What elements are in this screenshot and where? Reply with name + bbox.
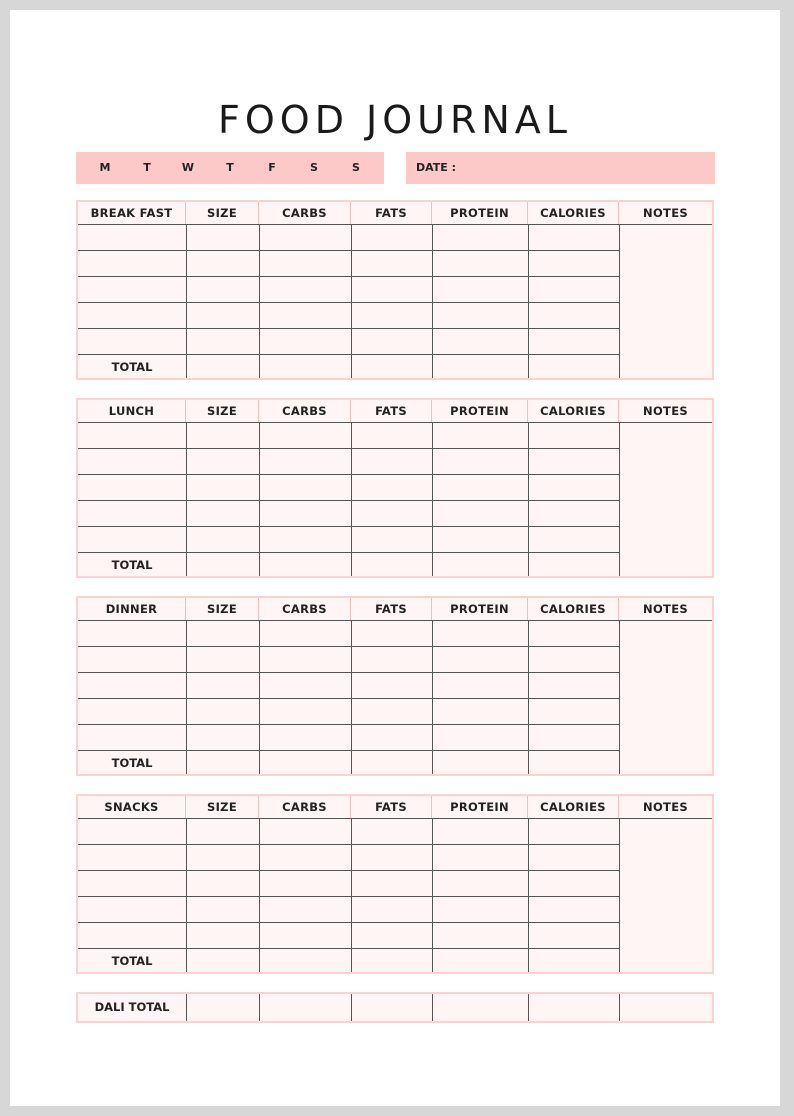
column-line	[619, 224, 620, 378]
row-line	[78, 870, 619, 871]
total-label: TOTAL	[111, 756, 153, 770]
row-line	[619, 818, 712, 819]
column-line	[351, 620, 352, 774]
column-line	[619, 422, 620, 576]
column-line	[259, 224, 260, 378]
row-line	[78, 620, 619, 621]
row-line	[78, 896, 619, 897]
column-line	[351, 422, 352, 576]
column-header: CALORIES	[528, 202, 619, 224]
day-sunday[interactable]: S	[352, 161, 360, 174]
daily-divider	[528, 994, 529, 1021]
row-line	[78, 422, 619, 423]
meal-table	[76, 596, 714, 776]
row-line	[78, 448, 619, 449]
column-header: CARBS	[259, 796, 351, 818]
column-header: PROTEIN	[432, 202, 528, 224]
column-header: SIZE	[186, 796, 259, 818]
column-line	[432, 818, 433, 972]
column-line	[259, 818, 260, 972]
total-label: TOTAL	[111, 558, 153, 572]
row-line	[78, 474, 619, 475]
column-header: SIZE	[186, 202, 259, 224]
total-label: TOTAL	[111, 954, 153, 968]
row-line	[78, 724, 619, 725]
daily-divider	[259, 994, 260, 1021]
day-wednesday[interactable]: W	[181, 161, 195, 174]
date-label: DATE :	[416, 161, 457, 174]
column-line	[619, 620, 620, 774]
page-title: FOOD JOURNAL	[218, 98, 572, 142]
daily-divider	[186, 994, 187, 1021]
column-header: CALORIES	[528, 796, 619, 818]
row-line	[78, 922, 619, 923]
column-line	[186, 818, 187, 972]
column-line	[528, 422, 529, 576]
column-header: PROTEIN	[432, 598, 528, 620]
column-header: SIZE	[186, 400, 259, 422]
weekday-bar	[76, 152, 384, 184]
column-header: PROTEIN	[432, 796, 528, 818]
meal-table	[76, 200, 714, 380]
column-line	[528, 818, 529, 972]
column-header: PROTEIN	[432, 400, 528, 422]
row-line	[78, 698, 619, 699]
column-line	[351, 818, 352, 972]
column-header: SIZE	[186, 598, 259, 620]
column-header: CARBS	[259, 598, 351, 620]
day-tuesday[interactable]: T	[143, 161, 151, 174]
column-header: CALORIES	[528, 598, 619, 620]
column-line	[186, 224, 187, 378]
day-thursday[interactable]: T	[226, 161, 234, 174]
column-line	[432, 620, 433, 774]
row-line	[619, 620, 712, 621]
column-header: CALORIES	[528, 400, 619, 422]
meal-name: LUNCH	[78, 400, 186, 422]
column-line	[186, 620, 187, 774]
day-saturday[interactable]: S	[310, 161, 318, 174]
column-line	[186, 422, 187, 576]
column-header: FATS	[351, 202, 432, 224]
daily-divider	[619, 994, 620, 1021]
row-line	[78, 552, 619, 553]
day-monday[interactable]: M	[99, 161, 111, 174]
column-header: NOTES	[643, 206, 688, 220]
column-header: FATS	[351, 796, 432, 818]
row-line	[78, 672, 619, 673]
column-line	[259, 422, 260, 576]
journal-page	[10, 10, 780, 1106]
column-line	[432, 422, 433, 576]
row-line	[619, 422, 712, 423]
daily-total-label: DALI TOTAL	[94, 1000, 170, 1014]
column-header: FATS	[351, 400, 432, 422]
column-line	[259, 620, 260, 774]
row-line	[78, 224, 619, 225]
row-line	[78, 646, 619, 647]
column-header: CARBS	[259, 202, 351, 224]
date-field[interactable]	[406, 152, 715, 184]
column-line	[528, 224, 529, 378]
column-header: NOTES	[643, 800, 688, 814]
row-line	[78, 818, 619, 819]
meal-name: BREAK FAST	[78, 202, 186, 224]
row-line	[78, 750, 619, 751]
meal-name: SNACKS	[78, 796, 186, 818]
column-line	[619, 818, 620, 972]
meal-name: DINNER	[78, 598, 186, 620]
row-line	[78, 276, 619, 277]
daily-divider	[432, 994, 433, 1021]
column-header: CARBS	[259, 400, 351, 422]
row-line	[78, 250, 619, 251]
column-line	[351, 224, 352, 378]
daily-divider	[351, 994, 352, 1021]
day-friday[interactable]: F	[268, 161, 276, 174]
column-header: NOTES	[643, 602, 688, 616]
total-label: TOTAL	[111, 360, 153, 374]
row-line	[78, 328, 619, 329]
row-line	[78, 844, 619, 845]
row-line	[78, 354, 619, 355]
row-line	[78, 500, 619, 501]
row-line	[619, 224, 712, 225]
column-header: NOTES	[643, 404, 688, 418]
column-line	[432, 224, 433, 378]
row-line	[78, 948, 619, 949]
daily-total-row	[76, 992, 714, 1023]
meal-table	[76, 794, 714, 974]
column-header: FATS	[351, 598, 432, 620]
meal-table	[76, 398, 714, 578]
row-line	[78, 302, 619, 303]
row-line	[78, 526, 619, 527]
column-line	[528, 620, 529, 774]
